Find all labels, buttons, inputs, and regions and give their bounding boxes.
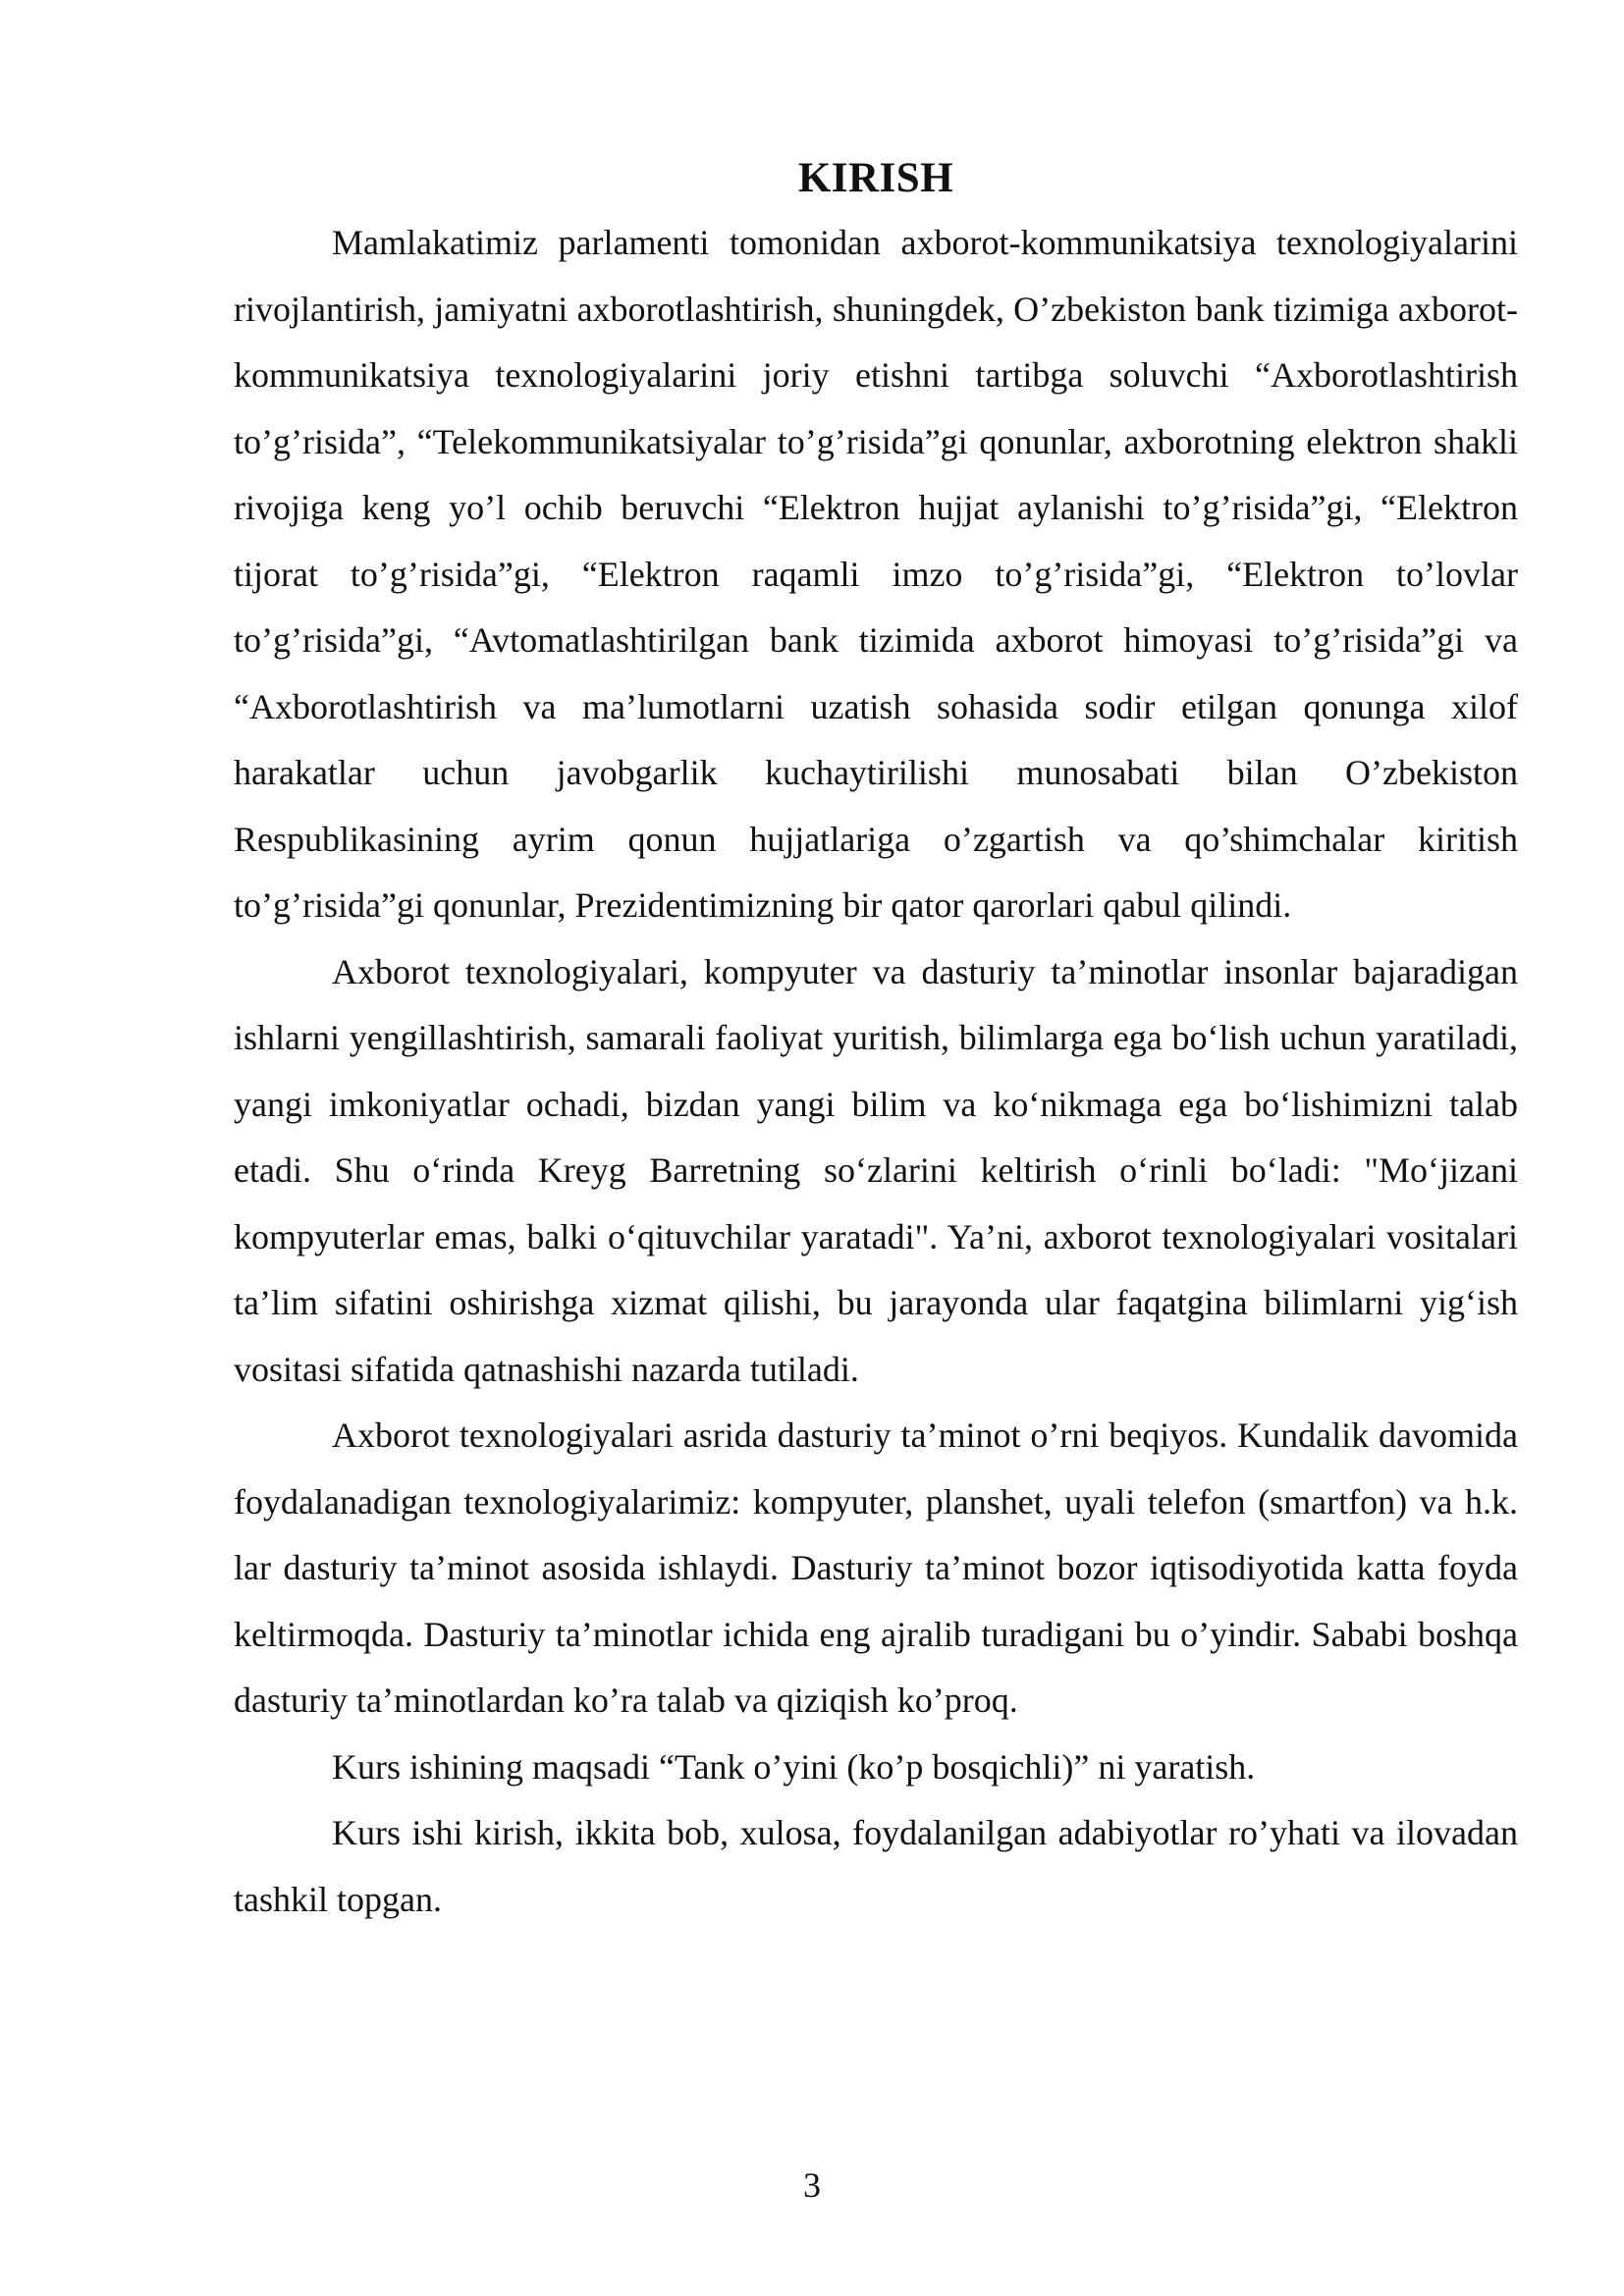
page-content [234, 149, 1518, 1933]
paragraph-legislation: Mamlakatimiz parlamenti tomonidan axborot-kommunikatsiya texnologiyalarini rivojlantirish, jamiyatni axborotlashtirish, shuningdek, O’zbekiston bank tizimiga axborot-kommunikatsiya texnologiyalarini joriy etishni tartibga soluvchi “Axborotlashtirish to’g’risida”, “Telekommunikatsiyalar to’g’risida”gi qonunlar, axborotning elektron shakli rivojiga keng yo’l ochib beruvchi “Elektron hujjat aylanishi to’g’risida”gi, “Elektron tijorat to’g’risida”gi, “Elektron raqamli imzo to’g’risida”gi, “Elektron to’lovlar to’g’risida”gi, “Avtomatlashtirilgan bank tizimida axborot himoyasi to’g’risida”gi va “Axborotlashtirish va ma’lumotlarni uzatish sohasida sodir etilgan qonunga xilof harakatlar uchun javobgarlik kuchaytirilishi munosabati bilan O’zbekiston Respublikasining ayrim qonun hujjatlariga o’zgartish va qo’shimchalar kiritish to’g’risida”gi qonunlar, Prezidentimizning bir qator qarorlari qabul qilindi. [234, 223, 1518, 925]
paragraph-course-structure: Kurs ishi kirish, ikkita bob, xulosa, foydalanilgan adabiyotlar ro’yhati va ilovadan tashkil topgan. [234, 1813, 1518, 1919]
paragraph-software-role: Axborot texnologiyalari asrida dasturiy ta’minot o’rni beqiyos. Kundalik davomida foydalanadigan texnologiyalarimiz: kompyuter, planshet, uyali telefon (smartfon) va h.k. lar dasturiy ta’minot asosida ishlaydi. Dasturiy ta’minot bozor iqtisodiyotida katta foyda keltirmoqda. Dasturiy ta’minotlar ichida eng ajralib turadigani bu o’yindir. Sababi boshqa dasturiy ta’minotlardan ko’ra talab va qiziqish ko’proq. [234, 1415, 1518, 1720]
page-number: 3 [803, 2165, 821, 2205]
paragraph-information-technologies: Axborot texnologiyalari, kompyuter va dasturiy ta’minotlar insonlar bajaradigan ishlarni yengillashtirish, samarali faoliyat yuritish, bilimlarga ega bo‘lish uchun yaratiladi, yangi imkoniyatlar ochadi, bizdan yangi bilim va ko‘nikmaga ega bo‘lishimizni talab etadi. Shu o‘rinda Kreyg Barretning so‘zlarini keltirish o‘rinli bo‘ladi: "Mo‘jizani kompyuterlar emas, balki o‘qituvchilar yaratadi". Ya’ni, axborot texnologiyalari vositalari ta’lim sifatini oshirishga xizmat qilishi, bu jarayonda ular faqatgina bilimlarni yig‘ish vositasi sifatida qatnashishi nazarda tutiladi. [234, 951, 1518, 1389]
paragraph-course-goal: Kurs ishining maqsadi “Tank o’yini (ko’p bosqichli)” ni yaratish. [332, 1746, 1256, 1787]
page-title: KIRISH [797, 155, 954, 201]
